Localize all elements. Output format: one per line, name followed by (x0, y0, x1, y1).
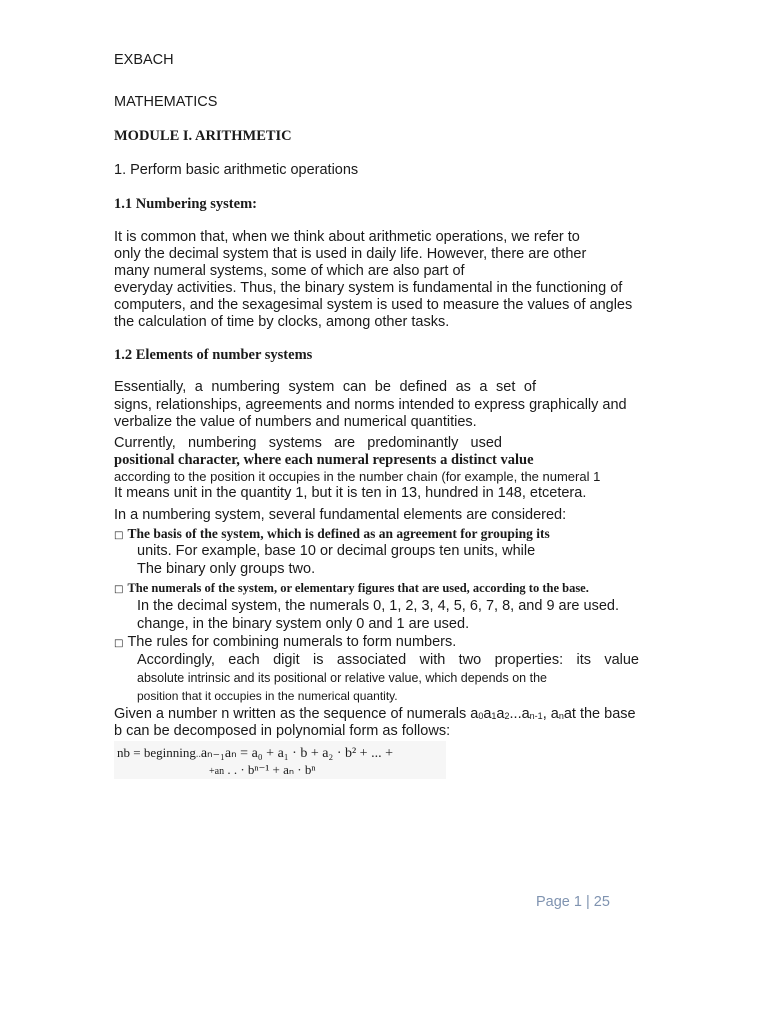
paragraph-line: according to the position it occupies in the number chain (for example, the numeral 1 (114, 469, 601, 484)
paragraph-line: only the decimal system that is used in daily life. However, there are other (114, 246, 587, 262)
list-item-line: The binary only groups two. (137, 561, 316, 577)
list-item-line: absolute intrinsic and its positional or relative value, which depends on the (137, 671, 547, 685)
checkbox-bullet-icon: □ (114, 530, 124, 541)
given-number-line: Given a number n written as the sequence of numerals $a_0a_1a_2...a_{n-1}$, $a_nat$ the base (114, 706, 636, 722)
paragraph-line: It is common that, when we think about arithmetic operations, we refer to (114, 229, 580, 245)
page-number: Page 1 | 25 (536, 894, 610, 910)
formula-row-1: nb = beginning..aₙ₋₁aₙ = a₀ + a₁ · b + a₂ · b² + ... + (117, 745, 393, 761)
header-org: EXBACH (114, 52, 174, 68)
paragraph-line: In a numbering system, several fundamental elements are considered: (114, 507, 567, 523)
list-item-line: In the decimal system, the numerals 0, 1, 2, 3, 4, 5, 6, 7, 8, and 9 are used. (137, 598, 619, 614)
list-item-title: The rules for combining numerals to form numbers. (127, 634, 457, 650)
paragraph-line: b can be decomposed in polynomial form as follows: (114, 723, 451, 739)
paragraph-line: the calculation of time by clocks, among other tasks. (114, 314, 450, 330)
module-title: MODULE I. ARITHMETIC (114, 128, 292, 144)
list-item-title: The numerals of the system, or elementary figures that are used, according to the base. (127, 581, 589, 595)
list-item-line: position that it occupies in the numerical quantity. (137, 689, 398, 703)
paragraph-line: signs, relationships, agreements and norms intended to express graphically and (114, 397, 627, 413)
paragraph-line: It means unit in the quantity 1, but it is ten in 13, hundred in 148, etcetera. (114, 485, 587, 501)
paragraph-line: Essentially, a numbering system can be defined as a set of (114, 379, 536, 395)
paragraph-line: verbalize the value of numbers and numerical quantities. (114, 414, 477, 430)
list-item-rules (114, 634, 456, 652)
list-item-line: Accordingly, each digit is associated with two properties: its value (137, 652, 639, 668)
section-1-heading: 1.1 Numbering system: (114, 196, 257, 212)
header-subject: MATHEMATICS (114, 94, 218, 110)
list-item-numerals (114, 580, 589, 598)
formula-row-2: +an . . · bⁿ⁻¹ + aₙ · bⁿ (209, 762, 316, 777)
section-2-heading: 1.2 Elements of number systems (114, 347, 313, 363)
checkbox-bullet-icon: □ (114, 638, 124, 649)
paragraph-line-bold: positional character, where each numeral represents a distinct value (114, 452, 534, 468)
polynomial-formula-image (114, 741, 446, 779)
paragraph-line: computers, and the sexagesimal system is used to measure the values of angles (114, 297, 633, 313)
list-item-title: The basis of the system, which is defined as an agreement for grouping its (127, 526, 550, 541)
paragraph-line: many numeral systems, some of which are also part of (114, 263, 465, 279)
topic-heading: 1. Perform basic arithmetic operations (114, 162, 359, 178)
list-item-basis (114, 525, 550, 544)
paragraph-line: everyday activities. Thus, the binary system is fundamental in the functioning of (114, 280, 623, 296)
list-item-line: change, in the binary system only 0 and 1 are used. (137, 616, 470, 632)
checkbox-bullet-icon: □ (114, 584, 124, 595)
list-item-line: units. For example, base 10 or decimal groups ten units, while (137, 543, 536, 559)
paragraph-line: Currently, numbering systems are predominantly used (114, 435, 502, 451)
